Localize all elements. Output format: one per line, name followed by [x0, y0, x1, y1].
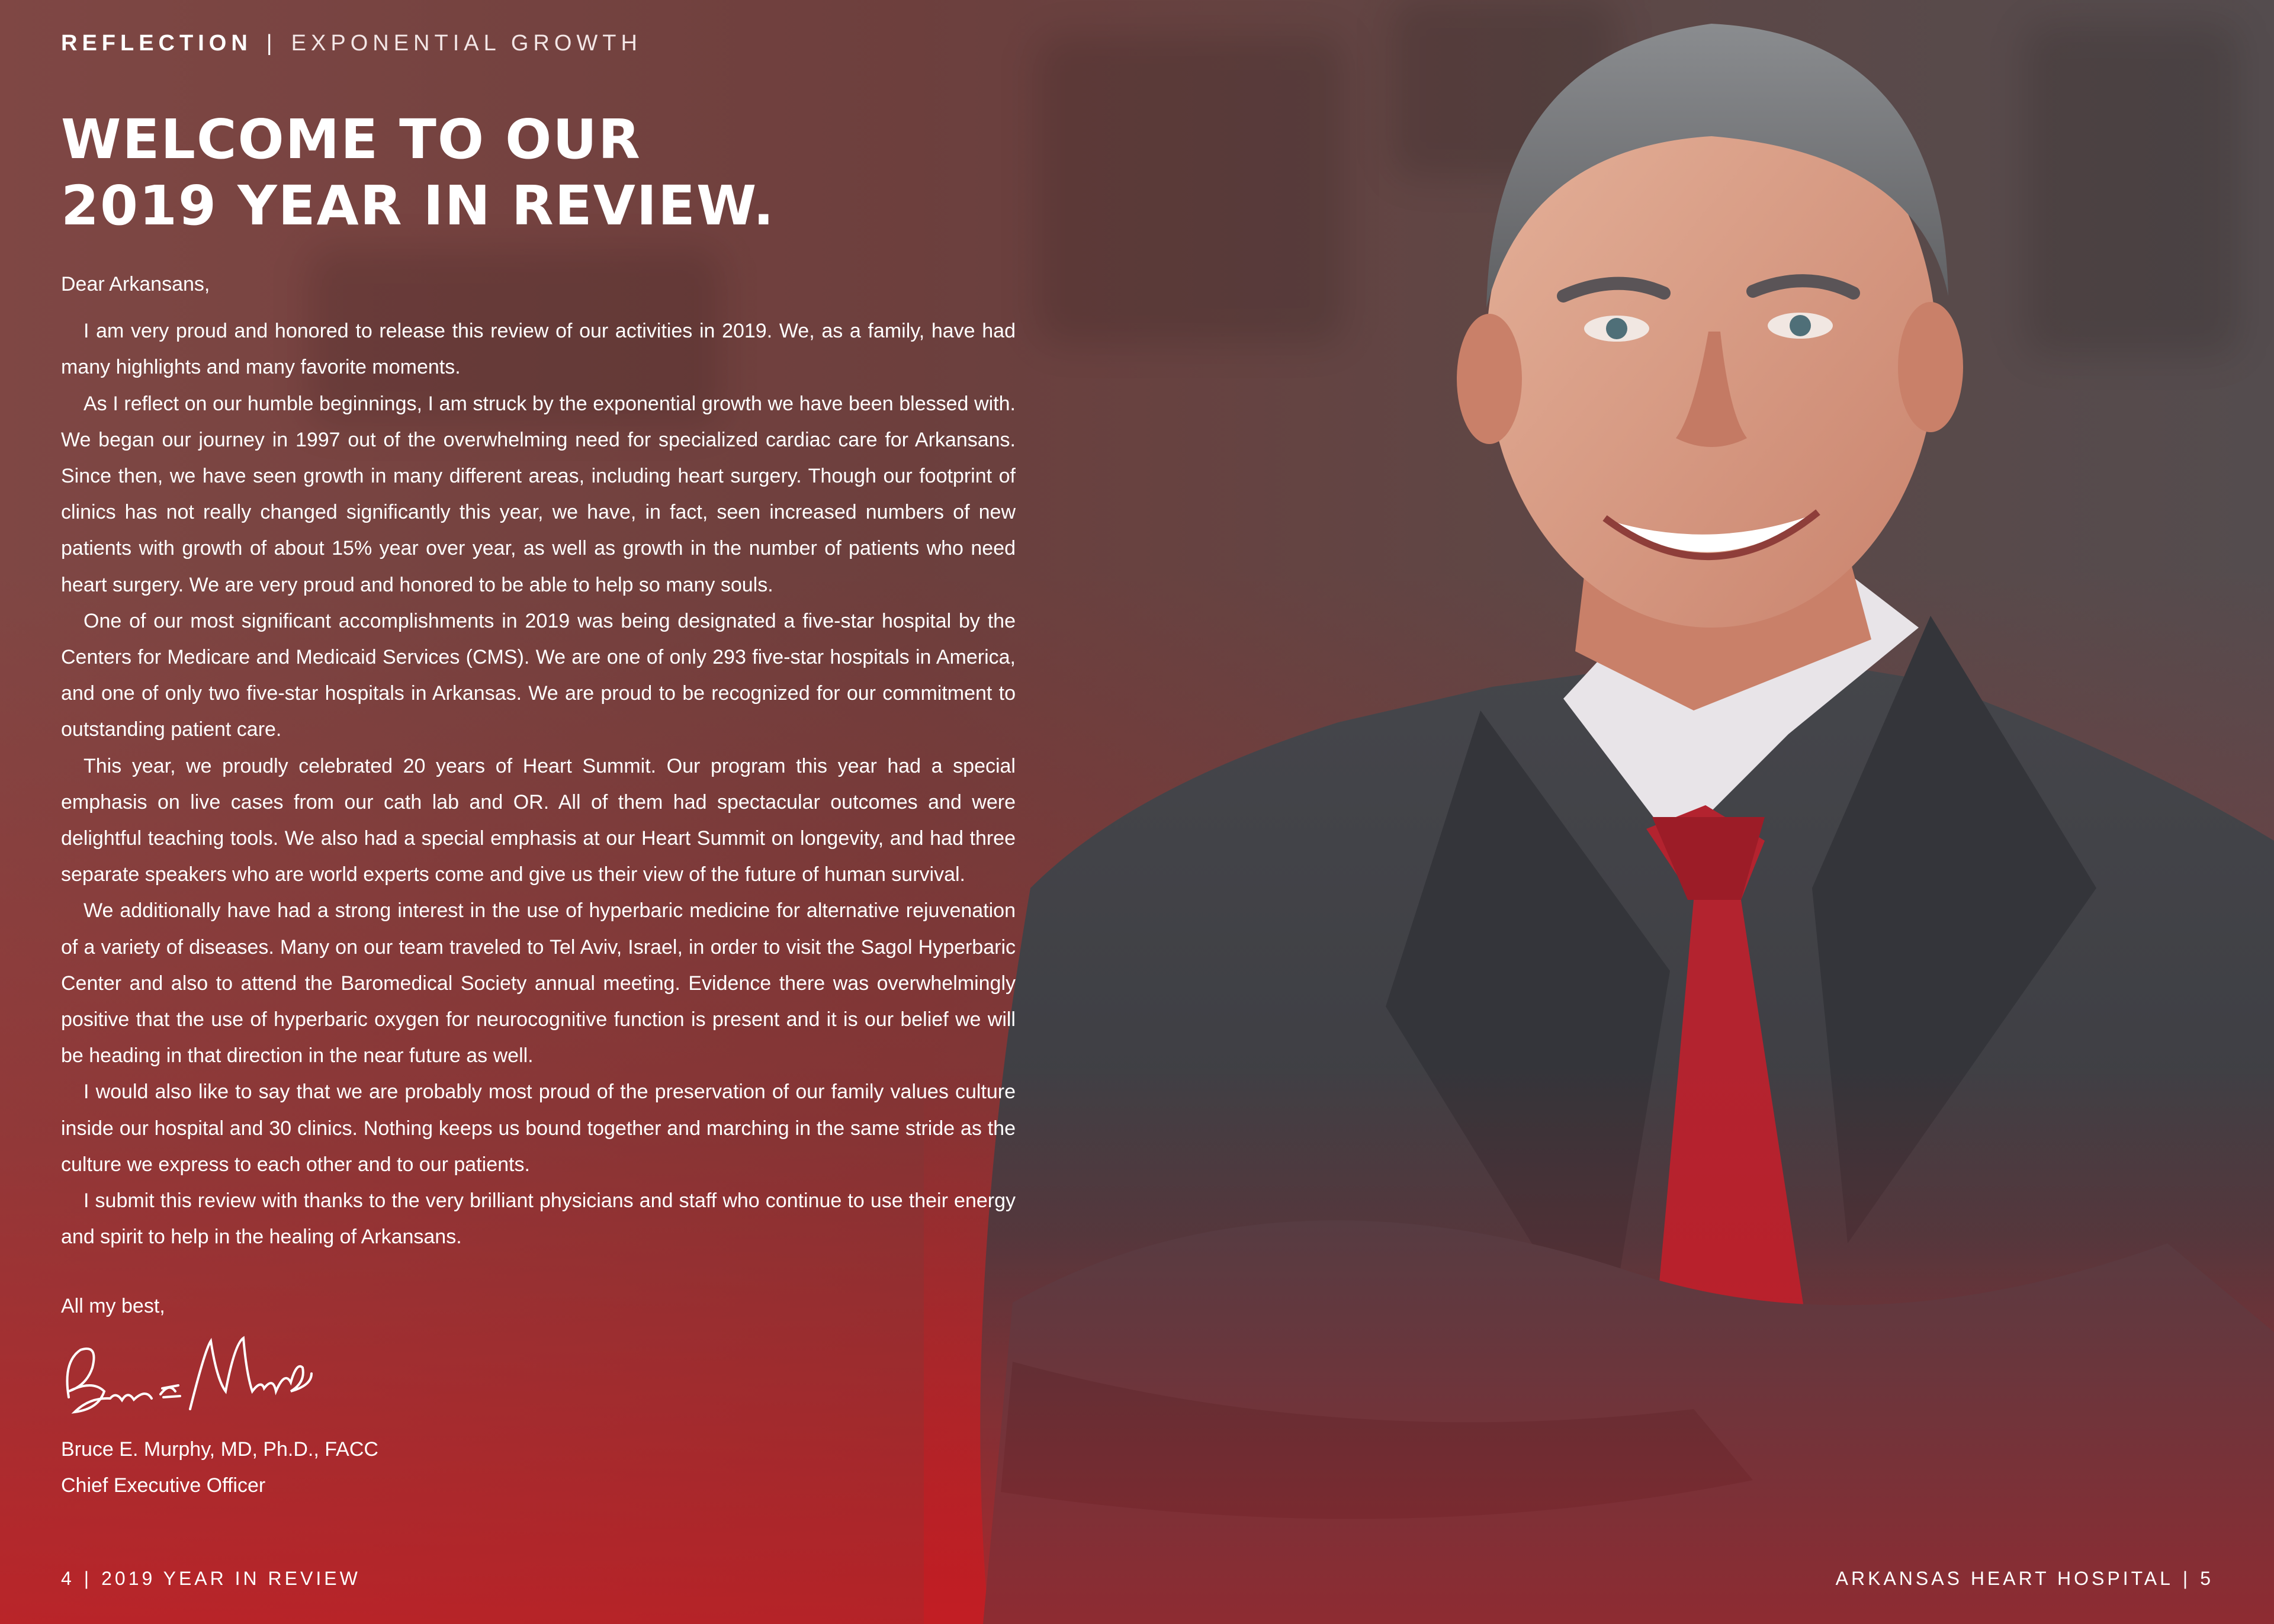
kicker-separator: | — [266, 31, 277, 56]
footer-organization: ARKANSAS HEART HOSPITAL — [1835, 1568, 2173, 1589]
footer-separator: | — [2182, 1568, 2191, 1589]
title-line-2: 2019 YEAR IN REVIEW. — [61, 174, 775, 237]
footer-left — [61, 1568, 361, 1590]
letter-body — [61, 266, 1016, 1255]
letter-paragraph: One of our most significant accomplishments in 2019 was being designated a five-star hospital by the Centers for Medicare and Medicaid Services (CMS). We are one of only 293 five-star hospitals in America, and one of only two five-star hospitals in Arkansas. We are proud to be recognized for our commitment to outstanding patient care. — [61, 609, 1016, 741]
salutation: Dear Arkansans, — [61, 273, 210, 295]
section-kicker — [61, 31, 642, 56]
title-line-1: WELCOME TO OUR — [61, 108, 641, 171]
letter-paragraph: I am very proud and honored to release this review of our activities in 2019. We, as a family, have had many highlights and many favorite moments. — [61, 320, 1016, 379]
letter-paragraph: We additionally have had a strong interest in the use of hyperbaric medicine for alternative rejuvenation of a variety of diseases. Many on our team traveled to Tel Aviv, Israel, in order to visit the Sagol Hyperbaric Center and also to attend the Baromedical Society annual meeting. Evidence there was overwhelmingly positive that the use of hyperbaric oxygen for neurocognitive function is present and it is our belief we will be heading in that direction in the near future as well. — [61, 899, 1016, 1067]
portrait-illustration — [924, 0, 2274, 1624]
signature-image — [57, 1326, 317, 1427]
footer-right — [1836, 1568, 2214, 1590]
signer-name: Bruce E. Murphy, MD, Ph.D., FACC — [61, 1438, 378, 1461]
footer-publication-title: 2019 YEAR IN REVIEW — [101, 1568, 361, 1589]
portrait-photo — [924, 0, 2274, 1624]
letter-paragraph: This year, we proudly celebrated 20 years of Heart Summit. Our program this year had a special emphasis on live cases from our cath lab and OR. All of them had spectacular outcomes and were delightful teaching tools. We also had a special emphasis at our Heart Summit on longevity, and had three separate speakers who are world experts come and give us their view of the future of human survival. — [61, 754, 1016, 886]
signer-block — [61, 1432, 378, 1504]
subsection-label: EXPONENTIAL GROWTH — [291, 31, 642, 56]
letter-paragraph: As I reflect on our humble beginnings, I am struck by the exponential growth we have been blessed with. We began our journey in 1997 out of the overwhelming need for specialized cardiac care for Arkansans. Since then, we have seen growth in many different areas, including heart surgery. Though our footprint of clinics has not really changed significantly this year, we have, in fact, seen increased numbers of new patients with growth of about 15% year over year, as well as growth in the number of patients who need heart surgery. We are very proud and honored to be able to help so many souls. — [61, 392, 1016, 596]
letter-paragraph: I submit this review with thanks to the very brilliant physicians and staff who continue to use their energy and spirit to help in the healing of Arkansans. — [61, 1189, 1016, 1249]
page-title — [61, 107, 775, 239]
letter-paragraph: I would also like to say that we are probably most proud of the preservation of our family values culture inside our hospital and 30 clinics. Nothing keeps us bound together and marching in the same stride as the culture we express to each other and to our patients. — [61, 1080, 1016, 1176]
section-label: REFLECTION — [61, 31, 252, 56]
footer-separator: | — [83, 1568, 92, 1589]
signer-title: Chief Executive Officer — [61, 1474, 266, 1497]
page-number-right: 5 — [2200, 1568, 2214, 1589]
letter-closing: All my best, — [61, 1295, 165, 1317]
page-number-left: 4 — [61, 1568, 75, 1589]
